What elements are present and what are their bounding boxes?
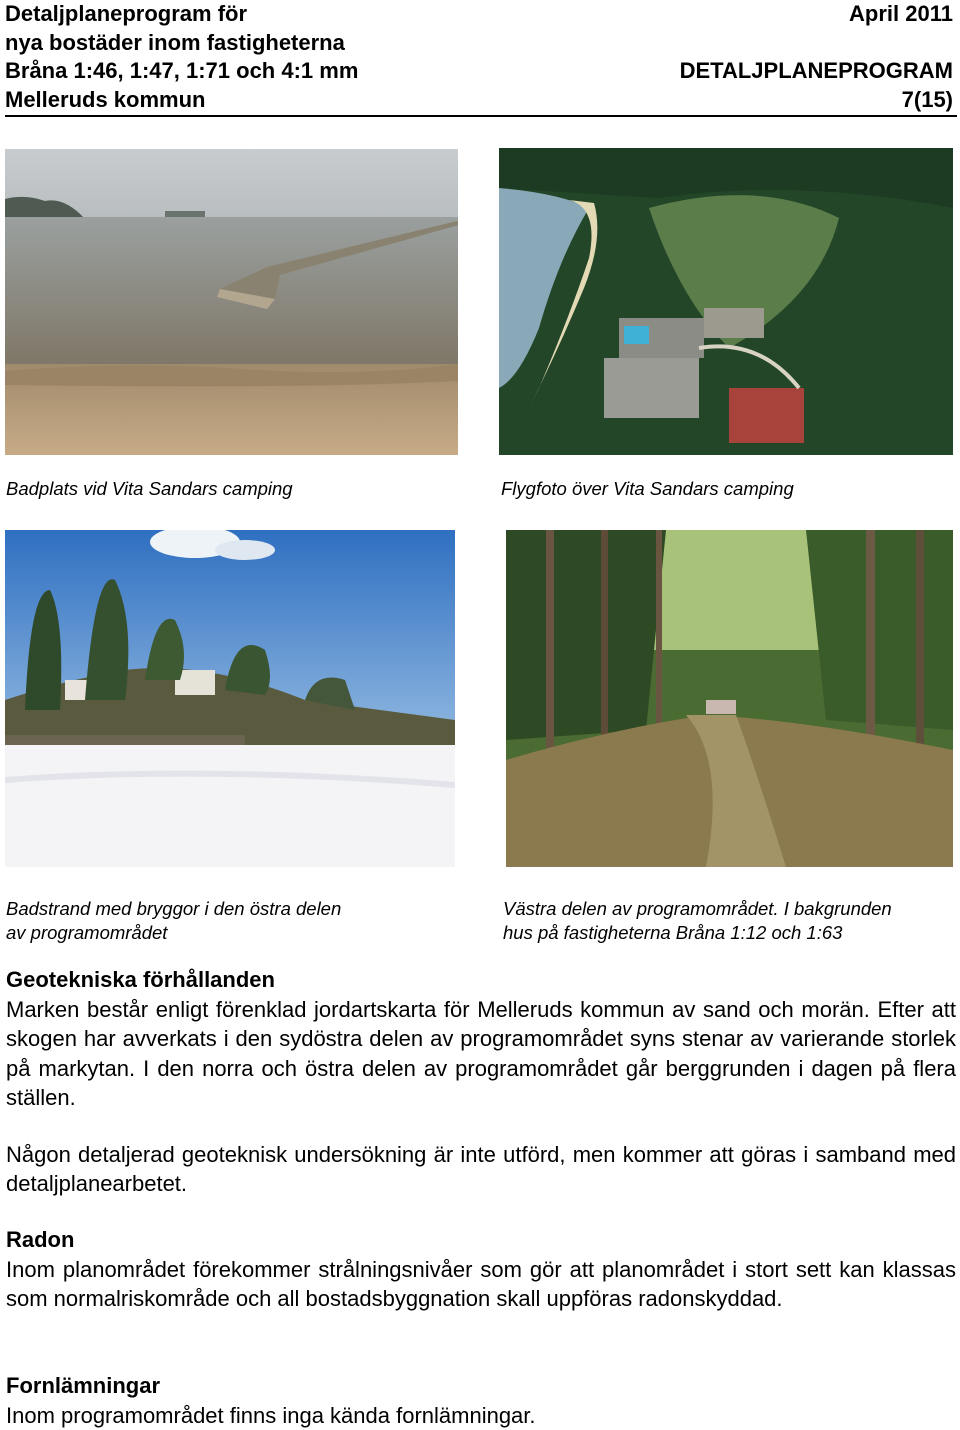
photo-caption-3	[6, 897, 341, 945]
caption-4-line-2: hus på fastigheterna Bråna 1:12 och 1:63	[503, 922, 843, 943]
caption-1-line-1: Badplats vid Vita Sandars camping	[6, 478, 293, 499]
heading-radon: Radon	[6, 1227, 75, 1252]
paragraph-radon: Inom planområdet förekommer strålningsnivåer som gör att planområdet i stort sett kan klassas som normalriskområde och all bostadsbyggnation skall uppföras radonskyddad.	[6, 1257, 956, 1312]
caption-3-line-2: av programområdet	[6, 922, 168, 943]
photo-forest-path	[506, 530, 953, 867]
caption-3-line-1: Badstrand med bryggor i den östra delen	[6, 898, 342, 919]
municipality: Melleruds kommun	[5, 86, 206, 112]
caption-2-line-1: Flygfoto över Vita Sandars camping	[501, 478, 794, 499]
page-number: 7(15)	[901, 86, 953, 112]
caption-4-line-1: Västra delen av programområdet. I bakgrunden	[503, 898, 892, 919]
paragraph-ancient-monuments: Inom programområdet finns inga kända fornlämningar.	[6, 1403, 536, 1428]
photo-caption-2	[501, 477, 794, 501]
heading-geotechnical: Geotekniska förhållanden	[6, 967, 275, 992]
document-date: April 2011	[849, 1, 953, 26]
paragraph-geotechnical-1: Marken består enligt förenklad jordartskarta för Melleruds kommun av sand och morän. Efter att skogen har avverkats i den sydöstra delen av programområdet syns stenar av varierande storlek på markytan. I den norra och östra delen av programområdet går berggrunden i dagen på flera ställen.	[6, 997, 956, 1110]
heading-ancient-monuments: Fornlämningar	[6, 1373, 161, 1398]
photo-snowy-shore	[5, 530, 455, 867]
page-header	[5, 0, 957, 117]
photo-caption-4	[503, 897, 892, 945]
title-line-1: Detaljplaneprogram för	[5, 1, 248, 26]
title-line-3: Bråna 1:46, 1:47, 1:71 och 4:1 mm	[5, 58, 359, 83]
document-title-block	[5, 0, 358, 114]
paragraph-geotechnical-2: Någon detaljerad geoteknisk undersökning är inte utförd, men kommer att göras i samband med detaljplanearbetet.	[6, 1142, 956, 1197]
title-line-2: nya bostäder inom fastigheterna	[5, 29, 345, 55]
photo-beach-pier	[5, 149, 458, 455]
document-type: DETALJPLANEPROGRAM	[679, 58, 953, 83]
document-meta-block	[680, 0, 953, 114]
photo-aerial-camping	[499, 148, 953, 455]
photo-caption-1	[6, 477, 293, 501]
